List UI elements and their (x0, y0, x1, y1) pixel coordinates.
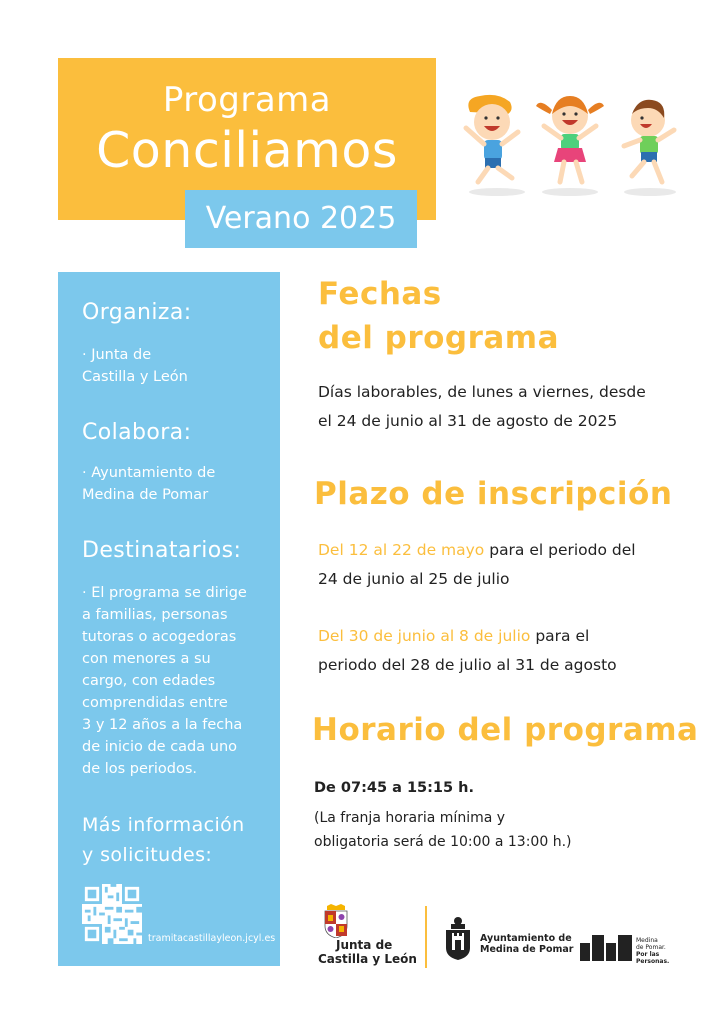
plazo-period2-line2: periodo del 28 de julio al 31 de agosto (318, 656, 617, 674)
destinatarios-line-5: cargo, con edades (82, 673, 216, 689)
horario-note-1: (La franja horaria mínima y (314, 810, 506, 826)
destinatarios-line-1: · El programa se dirige (82, 585, 247, 601)
mas-info-heading-2: y solicitudes: (82, 844, 213, 866)
jcyl-text-line2: Castilla y León (318, 952, 417, 966)
horario-heading: Horario del programa (312, 712, 699, 748)
plazo-heading: Plazo de inscripción (314, 476, 673, 512)
destinatarios-line-6: comprendidas entre (82, 695, 228, 711)
medina-shield-icon (444, 916, 472, 960)
colabora-line-1: · Ayuntamiento de (82, 465, 216, 481)
plazo-period1-line1 (318, 536, 636, 565)
destinatarios-line-9: de los periodos. (82, 761, 198, 777)
pomar-brand-text (636, 937, 669, 965)
jcyl-shield-icon (322, 904, 350, 938)
pomar-text-line2: de Pomar. (636, 944, 666, 951)
pomar-text-line4: Personas. (636, 958, 670, 965)
plazo-period1-line2: 24 de junio al 25 de julio (318, 570, 510, 588)
horario-note-2: obligatoria será de 10:00 a 13:00 h.) (314, 834, 572, 850)
pomar-text-line3: Por las (636, 951, 660, 958)
jcyl-text-line1: Junta de (336, 938, 393, 952)
destinatarios-line-3: tutoras o acogedoras (82, 629, 237, 645)
kid-left (466, 95, 525, 196)
destinatarios-line-8: de inicio de cada uno (82, 739, 238, 755)
medina-text-line1: Ayuntamiento de (480, 933, 572, 944)
fechas-heading-2: del programa (318, 320, 560, 356)
fechas-text-2: el 24 de junio al 31 de agosto de 2025 (318, 412, 618, 430)
qr-code-icon[interactable] (82, 884, 142, 944)
plazo-period1-dates: Del 12 al 22 de mayo (318, 541, 485, 559)
info-url-link[interactable]: tramitacastillayleon.jcyl.es (148, 933, 276, 944)
colabora-heading: Colabora: (82, 420, 192, 445)
jcyl-logo-text (318, 938, 417, 966)
organiza-heading: Organiza: (82, 300, 192, 325)
destinatarios-line-4: con menores a su (82, 651, 211, 667)
destinatarios-line-7: 3 y 12 años a la fecha (82, 717, 243, 733)
edition-badge: Verano 2025 (185, 190, 417, 248)
colabora-line-2: Medina de Pomar (82, 487, 209, 503)
organiza-line-2: Castilla y León (82, 369, 188, 385)
info-sidebar (58, 272, 280, 966)
fechas-heading-1: Fechas (318, 276, 442, 312)
organiza-line-1: · Junta de (82, 347, 152, 363)
logo-divider (425, 906, 427, 968)
pomar-text-line1: Medina (636, 937, 658, 944)
kids-illustration (452, 84, 684, 204)
destinatarios-line-2: a familias, personas (82, 607, 228, 623)
pomar-brand-icon (580, 935, 632, 961)
kid-middle (536, 96, 604, 196)
program-title-line2: Conciliamos (96, 122, 398, 179)
destinatarios-heading: Destinatarios: (82, 538, 242, 563)
plazo-period1-text: para el periodo del (484, 541, 636, 559)
mas-info-heading-1: Más información (82, 814, 245, 836)
plazo-period2-line1 (318, 622, 589, 651)
plazo-period2-text: para el (530, 627, 590, 645)
fechas-text-1: Días laborables, de lunes a viernes, desde (318, 383, 646, 401)
kid-right (624, 100, 676, 196)
medina-text-line2: Medina de Pomar (480, 944, 574, 955)
plazo-period2-dates: Del 30 de junio al 8 de julio (318, 627, 531, 645)
medina-logo-text (480, 933, 573, 955)
horario-hours: De 07:45 a 15:15 h. (314, 780, 474, 796)
program-title-line1: Programa (162, 80, 332, 120)
